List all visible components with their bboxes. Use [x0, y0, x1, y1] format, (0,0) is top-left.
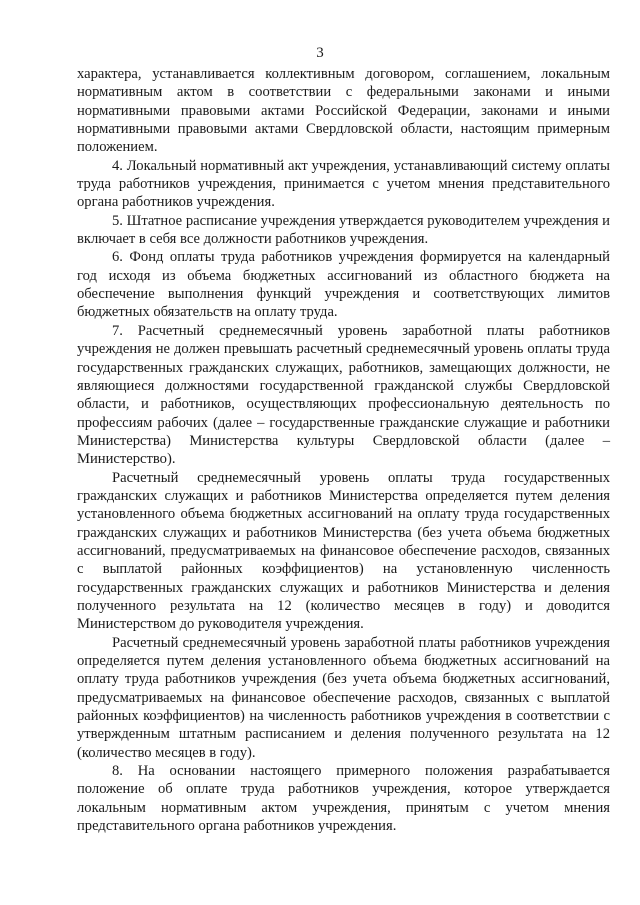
- page-number: 3: [316, 45, 324, 61]
- paragraph-institution-average-pay: Расчетный среднемесячный уровень заработной платы работников учреждения определяется путем деления установленного объема бюджетных ассигнований на оплату труда работников учреждения (без учета объема бюджетных ассигнований, предусматриваемых на финансовое обеспечение расходов, связанных с выплатой районных коэффициентов) на численность работников учреждения в соответствии с утвержденным штатным расписанием и деления полученного результата на 12 (количество месяцев в году).: [77, 634, 610, 761]
- paragraph-ministry-average-pay: Расчетный среднемесячный уровень оплаты труда государственных гражданских служащих и работников Министерства определяется путем деления установленного объема бюджетных ассигнований на оплату труда государственных гражданских служащих и работников Министерства (без учета объема бюджетных ассигнований, предусматриваемых на финансовое обеспечение расходов, связанных с выплатой районных коэффициентов) на установленную численность государственных гражданских служащих и работников Министерства и деления полученного результата на 12 (количество месяцев в году) и доводится Министерством до руководителя учреждения.: [77, 469, 610, 633]
- paragraph-item-8: 8. На основании настоящего примерного положения разрабатывается положение об оплате труда работников учреждения, которое утверждается локальным нормативным актом учреждения, принятым с учетом мнения представительного органа работников учреждения.: [77, 763, 610, 835]
- paragraph-continuation: характера, устанавливается коллективным договором, соглашением, локальным нормативным актом в соответствии с федеральными законами и иными нормативными правовыми актами Российской Федерации, законами и иными нормативными правовыми актами Свердловской области, настоящим примерным положением.: [77, 66, 610, 156]
- paragraph-item-5: 5. Штатное расписание учреждения утверждается руководителем учреждения и включает в себя все должности работников учреждения.: [77, 212, 610, 248]
- paragraph-item-6: 6. Фонд оплаты труда работников учреждения формируется на календарный год исходя из объема бюджетных ассигнований из областного бюджета на обеспечение выполнения функций учреждения и соответствующих лимитов бюджетных обязательств на оплату труда.: [77, 249, 610, 321]
- paragraph-item-4: 4. Локальный нормативный акт учреждения, устанавливающий систему оплаты труда работников учреждения, принимается с учетом мнения представительного органа работников учреждения.: [77, 157, 610, 211]
- paragraph-item-7: 7. Расчетный среднемесячный уровень заработной платы работников учреждения не должен превышать расчетный среднемесячный уровень оплаты труда государственных гражданских служащих, работников, замещающих должности, не являющиеся должностями государственной гражданской службы Свердловской области, и работников, осуществляющих профессиональную деятельность по профессиям рабочих (далее – государственные гражданские служащие и работники Министерства) Министерства культуры Свердловской области (далее – Министерство).: [77, 322, 610, 468]
- document-body: [77, 65, 610, 835]
